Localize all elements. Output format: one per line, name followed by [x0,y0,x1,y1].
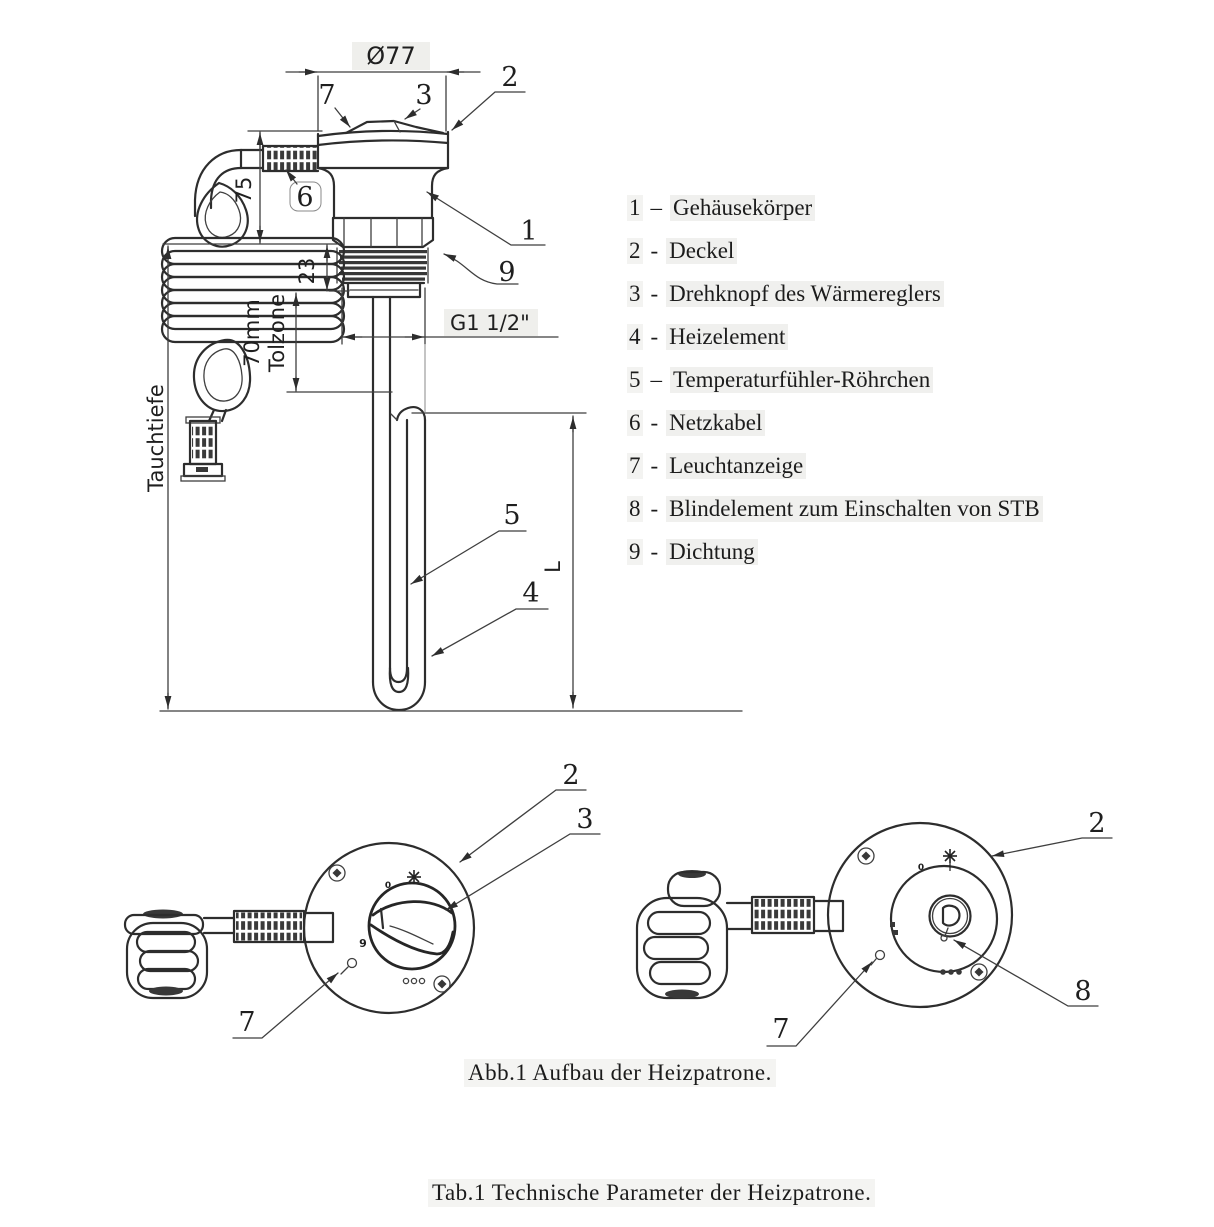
callout-5-main [411,500,526,584]
callout-8-stb-label: 8 [1074,976,1092,1007]
legend-num: 4 [629,323,641,349]
dial-dots-stb [940,969,962,975]
callout-4-main [432,578,548,656]
legend-num: 1 [629,194,641,220]
legend-item-2 [627,229,1043,272]
callout-3-knob-label: 3 [576,804,594,835]
dial-mark-zero: 0 [384,881,392,891]
dim-label-tolzone: Tolzone [265,293,289,373]
indicator-lamp-stb-view [871,951,885,966]
legend-num: 6 [629,409,641,435]
legend-sep: - [650,495,659,521]
callout-3-label: 3 [415,80,433,111]
heating-element-tubes [373,297,425,710]
cable-gland-knob-view [234,911,333,942]
legend-num: 5 [629,366,641,392]
asterisk-symbol [407,870,421,884]
callout-7-stb-label: 7 [772,1014,790,1045]
legend-label: Dichtung [666,539,758,565]
callout-5-label: 5 [503,500,521,531]
sensor-tube-tip [390,668,407,682]
dim-thread-size [342,288,558,412]
dim-label-75: 75 [232,176,256,204]
power-plug-knob-view [125,910,207,999]
legend-num: 9 [629,538,641,564]
callout-4-label: 4 [522,578,540,609]
legend-num: 3 [629,280,641,306]
dial-dots [403,978,424,983]
knob-grip [371,902,453,954]
table-caption: Tab.1 Technische Parameter der Heizpatrone. [428,1179,875,1207]
legend-sep: - [650,323,659,349]
legend-sep: - [650,237,659,263]
legend-num: 8 [629,495,641,521]
legend-item-5 [627,358,1043,401]
callout-7-main [318,80,350,127]
callout-7-stb-view [767,962,872,1046]
legend-item-3 [627,272,1043,315]
legend-label: Drehknopf des Wärmereglers [666,281,944,307]
callout-2-knob-view [460,760,586,862]
callout-8-stb-view [954,940,1098,1007]
dim-label-tauchtiefe: Tauchtiefe [144,384,168,492]
legend-label: Netzkabel [666,410,765,436]
figure-caption: Abb.1 Aufbau der Heizpatrone. [464,1059,776,1087]
callout-1-label: 1 [520,216,538,247]
callout-6-main [286,170,321,213]
callout-1-main [427,192,545,247]
power-plug-small [181,417,225,481]
dial-mark-nine: 9 [359,937,367,950]
cable-gland [241,146,318,171]
callout-7-knob-label: 7 [238,1007,256,1038]
callout-6-label: 6 [296,182,314,213]
legend-item-9 [627,530,1043,573]
dim-label-length: L [541,561,565,573]
mounting-nut [333,218,433,247]
legend-sep: - [650,452,659,478]
cartridge-head [318,121,448,218]
callout-9-label: 9 [498,257,516,288]
callout-3-main [405,80,433,119]
dial-mark-zero-stb: 0 [917,863,925,873]
callout-2-label: 2 [501,62,519,93]
legend-label: Deckel [666,238,737,264]
dim-length-L [412,413,586,708]
dim-label-tolzone-value: 70mm [240,299,264,367]
thread-gasket-section [337,248,428,297]
d-shaft [943,906,959,926]
legend-label: Temperaturfühler-Röhrchen [670,367,933,393]
bottom-view-knob-side [125,760,600,1038]
legend-item-8 [627,487,1043,530]
callout-7-knob-view [233,973,338,1038]
bottom-view-stb-side [637,808,1112,1046]
indicator-lamp-knob-view [341,959,357,975]
element-u-bend [373,682,425,710]
screw-bottom-right-stb [971,964,987,980]
legend-label: Blindelement zum Einschalten von STB [666,496,1043,522]
legend-label: Leuchtanzeige [666,453,806,479]
legend-sep: - [650,409,659,435]
dim-label-thread-size: G1 1/2" [450,311,530,335]
parts-legend [627,186,1043,573]
legend-label: Heizelement [666,324,788,350]
callout-2-knob-label: 2 [562,760,580,791]
legend-num: 7 [629,452,641,478]
legend-item-7 [627,444,1043,487]
legend-sep: – [650,366,662,392]
legend-num: 2 [629,237,641,263]
callout-9-main [444,254,518,288]
legend-item-1 [627,186,1043,229]
callout-3-knob-view [446,804,600,910]
legend-sep: - [650,538,659,564]
legend-item-4 [627,315,1043,358]
callout-2-stb-view [992,808,1112,856]
dim-label-diameter: Ø77 [366,42,416,70]
screw-top-left [329,865,345,881]
callout-2-stb-label: 2 [1088,808,1106,839]
callout-7-label: 7 [318,80,336,111]
power-plug-stb-view [637,870,727,999]
legend-label: Gehäusekörper [670,195,815,221]
dim-diameter [286,42,480,131]
screw-bottom-right [434,976,450,992]
legend-item-6 [627,401,1043,444]
dim-label-23: 23 [295,257,319,285]
stb-blind-element [930,896,971,942]
legend-sep: - [650,280,659,306]
screw-top-left-stb [858,848,874,864]
legend-sep: – [650,194,662,220]
